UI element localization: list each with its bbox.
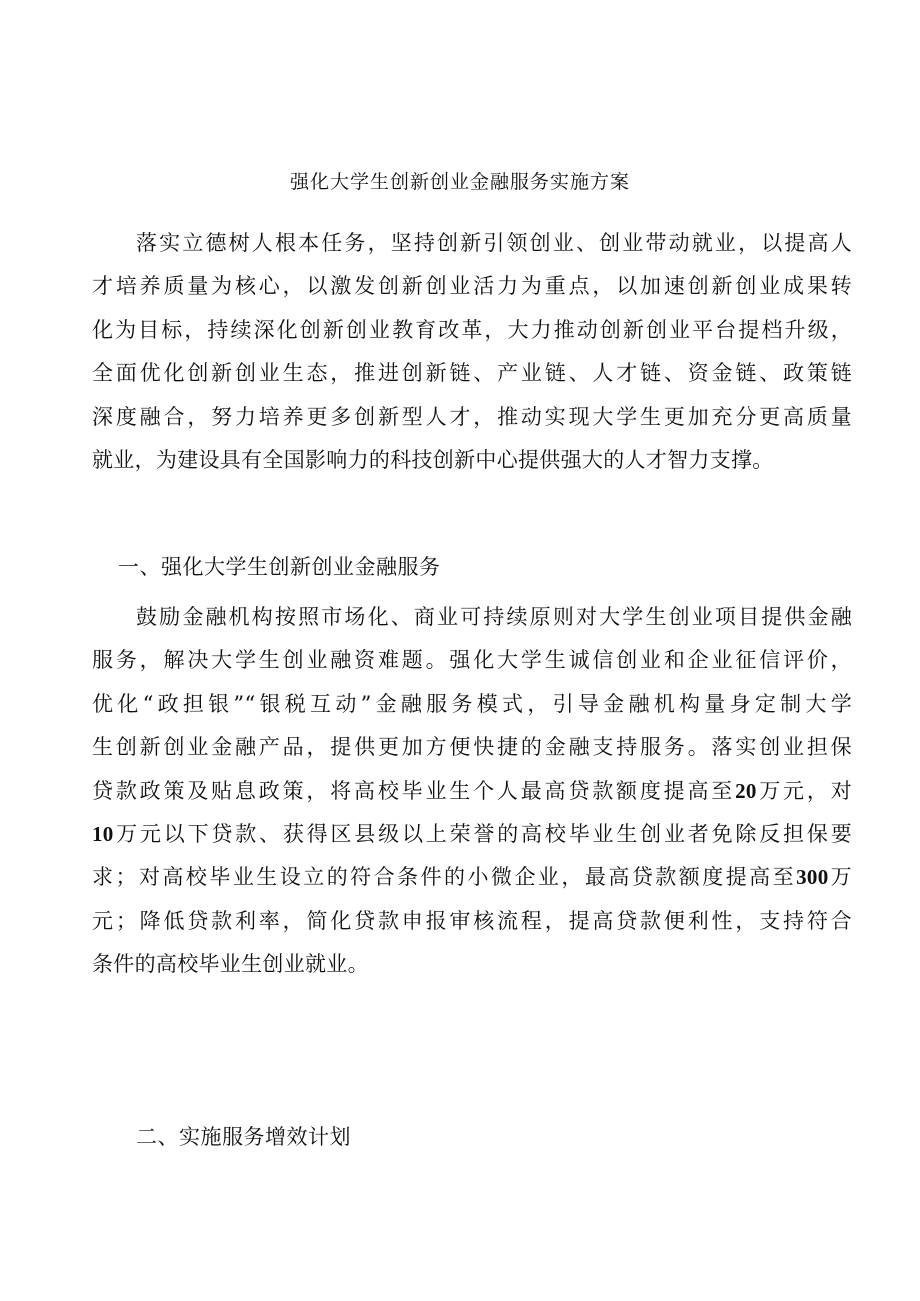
section1-text: 求；对高校毕业生设立的符合条件的小微企业，最高贷款额度提高至 bbox=[92, 865, 797, 890]
intro-line: 全面优化创新创业生态，推进创新链、产业链、人才链、资金链、政策链 bbox=[92, 361, 852, 386]
section-heading-1: 一、强化大学生创新创业金融服务 bbox=[118, 555, 441, 579]
section1-line: 优化“政担银”“银税互动”金融服务模式，引导金融机构量身定制大学 bbox=[92, 691, 852, 716]
section1-text: 万元，对 bbox=[756, 778, 852, 803]
section1-line: 条件的高校毕业生创业就业。 bbox=[92, 952, 369, 977]
section1-line bbox=[92, 856, 852, 899]
intro-line: 落实立德树人根本任务，坚持创新引领创业、创业带动就业，以提高人 bbox=[136, 231, 852, 255]
intro-line: 深度融合，努力培养更多创新型人才，推动实现大学生更加充分更高质量 bbox=[92, 404, 852, 429]
section1-text: 万元以下贷款、获得区县级以上荣誉的高校毕业生创业者免除反担保要 bbox=[113, 821, 852, 846]
loan-threshold-number: 10 bbox=[92, 821, 114, 846]
enterprise-loan-number: 300 bbox=[796, 865, 829, 890]
section1-line bbox=[92, 770, 852, 813]
section1-text: 万 bbox=[828, 865, 852, 890]
section1-line: 元；降低贷款利率，简化贷款申报审核流程，提高贷款便利性，支持符合 bbox=[92, 908, 852, 933]
section1-line bbox=[92, 813, 852, 856]
document-title: 强化大学生创新创业金融服务实施方案 bbox=[289, 171, 630, 193]
intro-paragraph bbox=[92, 222, 852, 482]
section1-line: 鼓励金融机构按照市场化、商业可持续原则对大学生创业项目提供金融 bbox=[136, 605, 852, 629]
section-heading-2: 二、实施服务增效计划 bbox=[136, 1125, 351, 1149]
section1-paragraph bbox=[92, 596, 852, 987]
section1-line: 生创新创业金融产品，提供更加方便快捷的金融支持服务。落实创业担保 bbox=[92, 735, 852, 760]
section1-text: 贷款政策及贴息政策，将高校毕业生个人最高贷款额度提高至 bbox=[92, 778, 736, 803]
intro-line: 才培养质量为核心，以激发创新创业活力为重点，以加速创新创业成果转 bbox=[92, 274, 852, 299]
section1-line: 服务，解决大学生创业融资难题。强化大学生诚信创业和企业征信评价， bbox=[92, 648, 852, 673]
intro-line: 就业，为建设具有全国影响力的科技创新中心提供强大的人才智力支撑。 bbox=[92, 447, 774, 472]
loan-amount-number: 20 bbox=[735, 778, 757, 803]
intro-line: 化为目标，持续深化创新创业教育改革，大力推动创新创业平台提档升级， bbox=[92, 317, 852, 342]
